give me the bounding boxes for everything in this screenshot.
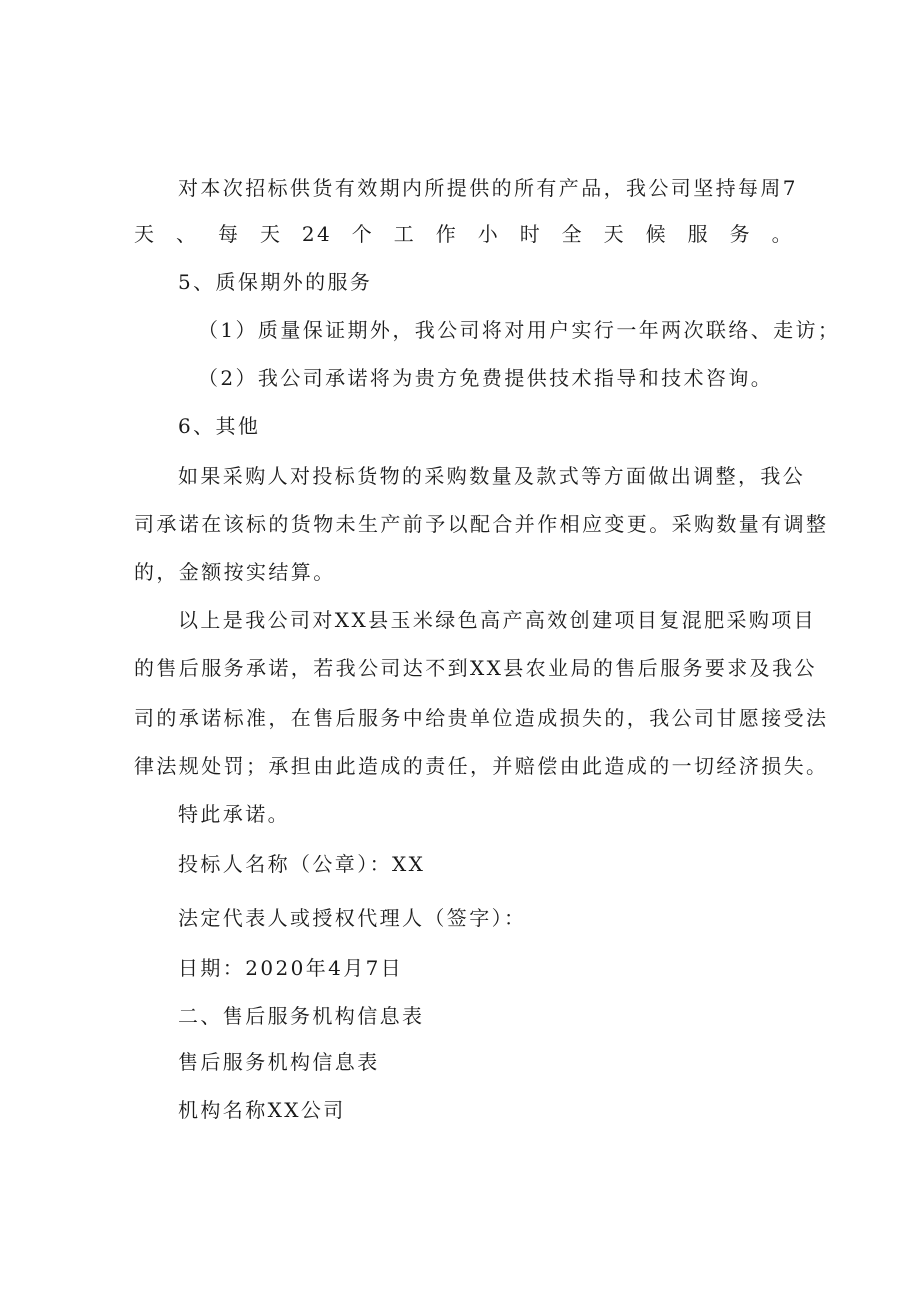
legal-representative: 法定代表人或授权代理人（签字）： [178,906,527,930]
date-line: 日期：2020年4月7日 [178,956,404,980]
list-item: （2）我公司承诺将为贵方免费提供技术指导和技术咨询。 [198,366,774,390]
commitment-paragraph-line-4: 律法规处罚；承担由此造成的责任，并赔偿由此造成的一切经济损失。 [134,754,829,778]
commitment-paragraph-line-1: 以上是我公司对XX县玉米绿色高产高效创建项目复混肥采购项目 [178,608,817,632]
section-5-heading: 5、质保期外的服务 [178,270,373,294]
adjustment-paragraph-line-1: 如果采购人对投标货物的采购数量及款式等方面做出调整，我公 [178,464,806,488]
section-2-heading: 二、售后服务机构信息表 [178,1004,425,1028]
closing-statement: 特此承诺。 [178,802,290,826]
commitment-paragraph-line-2: 的售后服务承诺，若我公司达不到XX县农业局的售后服务要求及我公 [134,656,817,680]
adjustment-paragraph-line-2: 司承诺在该标的货物未生产前予以配合并作相应变更。采购数量有调整 [134,512,829,536]
commitment-paragraph-line-3: 司的承诺标准，在售后服务中给贵单位造成损失的，我公司甘愿接受法 [134,706,829,730]
service-paragraph-line-2: 天、每天24个工作小时全天候服务。 [134,222,794,246]
organization-name: 机构名称XX公司 [178,1098,346,1122]
list-item: （1）质量保证期外，我公司将对用户实行一年两次联络、走访； [198,318,841,342]
bidder-name: 投标人名称（公章）：XX [178,852,426,876]
service-paragraph-line-1: 对本次招标供货有效期内所提供的所有产品，我公司坚持每周7 [178,176,798,200]
table-title: 售后服务机构信息表 [178,1050,380,1074]
section-6-heading: 6、其他 [178,414,261,438]
adjustment-paragraph-line-3: 的，金额按实结算。 [134,560,336,584]
